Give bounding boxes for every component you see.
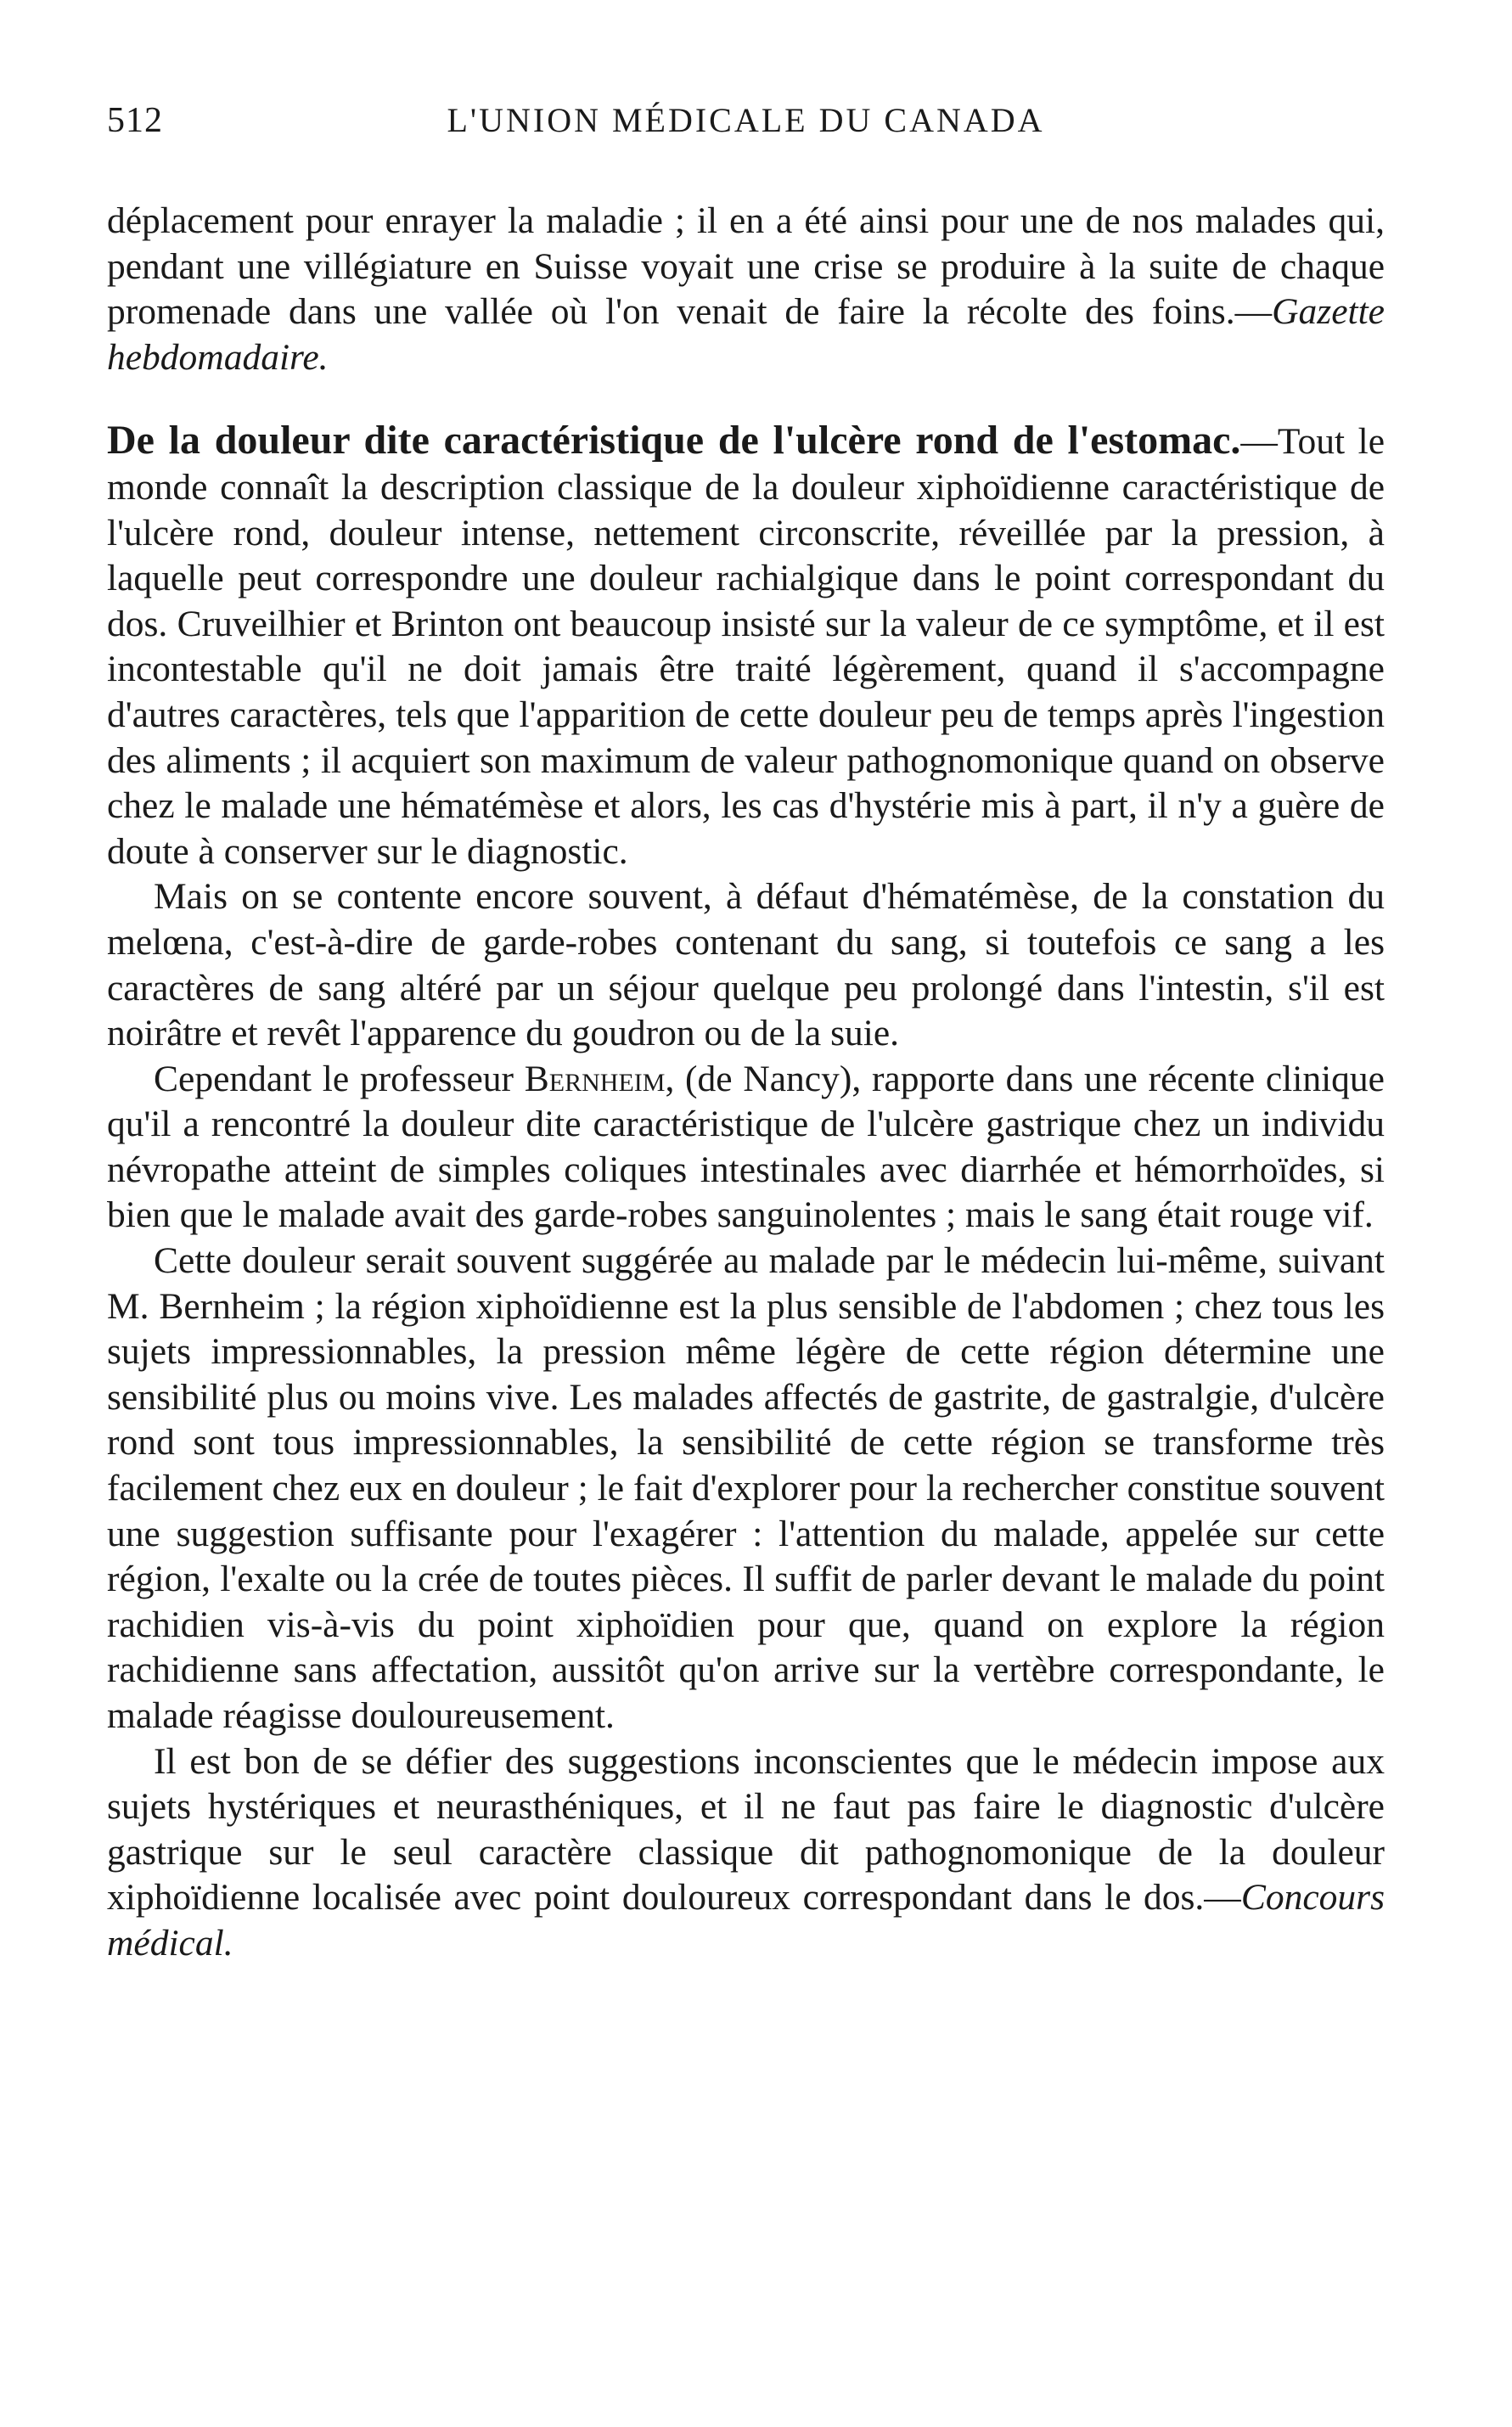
article1-source: Gazette hebdomadaire. [107,291,1385,378]
article-body [107,199,1385,1967]
page-header [107,100,1385,151]
article2-paragraph-2: Mais on se contente encore souvent, à défaut d'hématémèse, de la constation du melœna, c'est-à-dire de garde-robes contenant du sang, si toutefois ce sang a les caractères de sang altéré par un séjour quelque peu prolongé dans l'intestin, s'il est noirâtre et revêt l'apparence du goudron ou de la suie. [107,876,1385,1054]
article2-paragraph-4: Cette douleur serait souvent suggérée au malade par le médecin lui-même, suivant M. Bernheim ; la région xiphoïdienne est la plus sensible de l'abdomen ; chez tous les sujets impressionnables, la pression même légère de cette région détermine une sensibilité plus ou moins vive. Les malades affectés de gastrite, de gastralgie, d'ulcère rond sont tous impressionnables, la sensibilité de cette région se transforme très facilement chez eux en douleur ; le fait d'explorer pour la rechercher constitue souvent une suggestion suffisante pour l'exagérer : l'attention du malade, appelée sur cette région, l'exalte ou la crée de toutes pièces. Il suffit de parler devant le malade du point rachidien vis-à-vis du point xiphoïdien pour que, quand on explore la région rachidienne sans affectation, aussitôt qu'on arrive sur la vertèbre correspondante, le malade réagisse douloureusement. [107,1240,1385,1736]
p3-before: Cependant le professeur [154,1058,525,1099]
p5-text: Il est bon de se défier des suggestions inconscientes que le médecin impose aux sujets hystériques et neurasthéniques, et il ne faut pas faire le diagnostic d'ulcère gastrique sur le seul caractère classique dit pathognomonique de la douleur xiphoïdienne localisée avec point douloureux correspondant dans le dos.— [107,1740,1385,1919]
running-title: L'UNION MÉDICALE DU CANADA [447,101,1045,139]
page-number: 512 [107,101,163,140]
article2-paragraph-1 [107,418,1385,874]
document-page [107,100,1385,1967]
article2-paragraph-3 [107,1057,1385,1239]
article2-source: Concours médical. [107,1877,1385,1964]
author-name: Bernheim [524,1058,666,1099]
article2-paragraph-5 [107,1739,1385,1967]
article2-p1-text: —Tout le monde connaît la description classique de la douleur xiphoïdienne caractéristique de l'ulcère rond, douleur intense, nettement circonscrite, réveillée par la pression, à laquelle peut correspondre une douleur rachialgique dans le point correspondant du dos. Cruveilhier et Brinton ont beaucoup insisté sur la valeur de ce symptôme, et il est incontestable qu'il ne doit jamais être traité légèrement, quand il s'accompagne d'autres caractères, tels que l'apparition de cette douleur peu de temps après l'ingestion des aliments ; il acquiert son maximum de valeur pathognomonique quand on observe chez le malade une hématémèse et alors, les cas d'hystérie mis à part, il n'y a guère de doute à conserver sur le diagnostic. [107,421,1386,872]
article1-text: déplacement pour enrayer la maladie ; il en a été ainsi pour une de nos malades qui, pendant une villégiature en Suisse voyait une crise se produire à la suite de chaque promenade dans une vallée où l'on venait de faire la récolte des foins.— [107,200,1385,333]
p3-after: , (de Nancy), rapporte dans une récente clinique qu'il a rencontré la douleur dite caractéristique de l'ulcère gastrique chez un individu névropathe atteint de simples coliques intestinales avec diarrhée et hémorrhoïdes, si bien que le malade avait des garde-robes sanguinolentes ; mais le sang était rouge vif. [107,1058,1385,1236]
article2-heading: De la douleur dite caractéristique de l'ulcère rond de l'estomac. [107,418,1241,463]
article1-paragraph [107,199,1385,380]
